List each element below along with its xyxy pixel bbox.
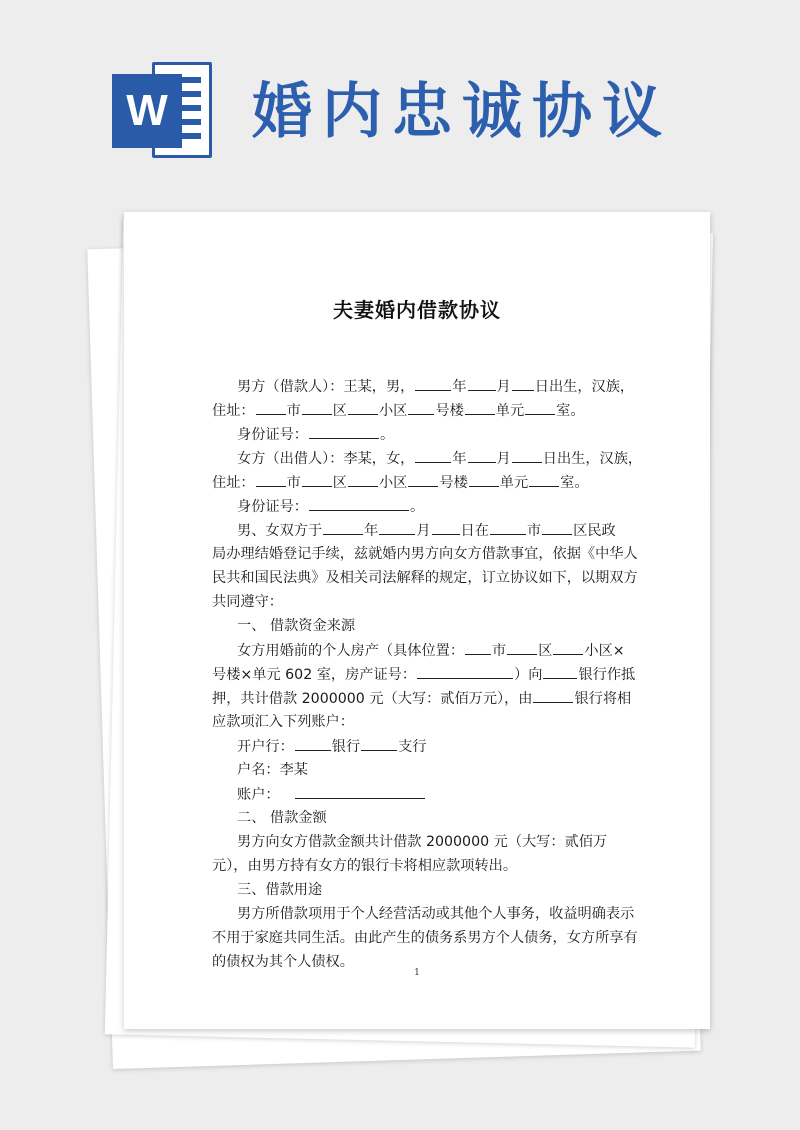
banner: [0, 0, 800, 200]
section-heading: 一、 借款资金来源: [237, 618, 356, 634]
text-line: 共同遵守：: [212, 594, 283, 610]
text-line: 男、女双方于 年 月 日在 市 区民政: [237, 520, 616, 541]
text-line: 男方（借款人）：王某，男， 年 月 日出生，汉族，: [237, 376, 634, 397]
section-heading: 三、借款用途: [237, 882, 323, 898]
text-line: 住址： 市 区 小区 号楼 单元 室。: [212, 472, 589, 493]
document-page: [124, 212, 710, 1029]
text-line: 元），由男方持有女方的银行卡将相应款项转出。: [212, 858, 518, 874]
text-line: 押，共计借款 2000000 元（大写：贰佰万元），由 银行将相: [212, 688, 631, 709]
text-line: 女方（出借人）：李某，女， 年 月 日出生，汉族，: [237, 448, 642, 469]
text-line: 身份证号： 。: [237, 424, 394, 445]
text-line: 局办理结婚登记手续，兹就婚内男方向女方借款事宜，依据《中华人: [212, 546, 638, 562]
banner-title: 婚内忠诚协议: [252, 77, 672, 147]
word-document-icon: [112, 62, 216, 160]
text-line: 账户：: [237, 784, 426, 805]
text-line: 户名：李某: [237, 762, 308, 778]
text-line: 不用于家庭共同生活。由此产生的债务系男方个人债务，女方所享有: [212, 930, 638, 946]
text-line: 女方用婚前的个人房产（具体位置： 市 区 小区×: [237, 640, 625, 661]
text-line: 住址： 市 区 小区 号楼 单元 室。: [212, 400, 585, 421]
text-line: 身份证号： 。: [237, 496, 424, 517]
text-line: 男方向女方借款金额共计借款 2000000 元（大写：贰佰万: [237, 834, 608, 850]
page-number: 1: [414, 968, 420, 978]
document-title: 夫妻婚内借款协议: [333, 298, 501, 322]
text-line: 民共和国民法典》及相关司法解释的规定，订立协议如下，以期双方: [212, 570, 638, 586]
section-heading: 二、 借款金额: [237, 810, 327, 826]
text-line: 的债权为其个人债权。: [212, 954, 354, 970]
text-line: 开户行： 银行 支行: [237, 736, 427, 757]
text-line: 应款项汇入下列账户：: [212, 714, 354, 730]
text-line: 男方所借款项用于个人经营活动或其他个人事务，收益明确表示: [237, 906, 635, 922]
word-letter-badge: W: [112, 74, 182, 148]
text-line: 号楼×单元 602 室，房产证号： ）向 银行作抵: [212, 664, 635, 685]
